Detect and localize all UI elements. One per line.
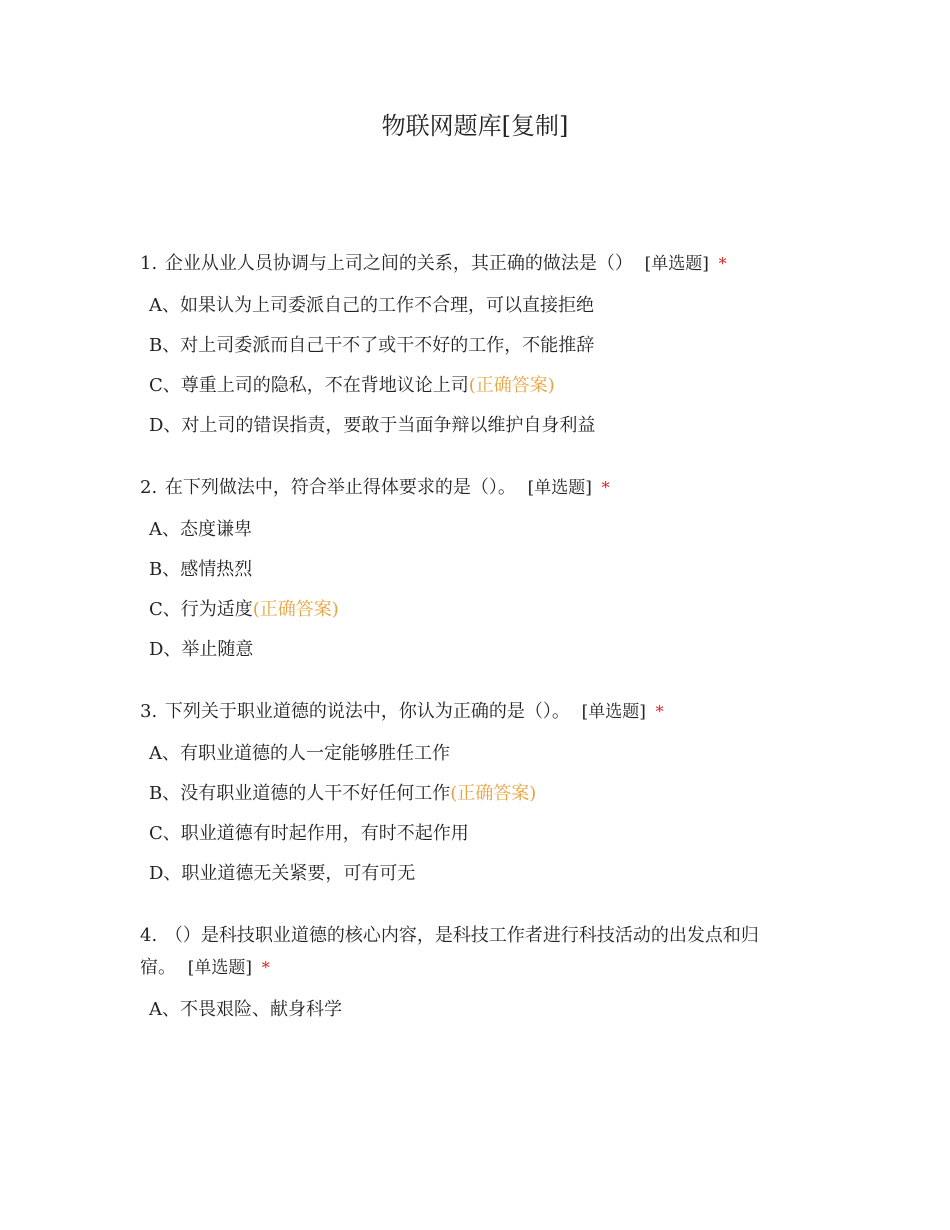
required-mark: * xyxy=(655,702,664,721)
option-c xyxy=(140,590,790,630)
option-label: B、感情热烈 xyxy=(149,559,253,580)
option-b xyxy=(140,774,790,814)
option-a xyxy=(140,510,790,550)
correct-answer-note: (正确答案) xyxy=(468,375,555,396)
question-text: 企业从业人员协调与上司之间的关系，其正确的做法是（） xyxy=(164,253,633,274)
question-stem xyxy=(140,920,790,984)
question-3 xyxy=(140,696,790,894)
option-a xyxy=(140,990,790,1030)
question-4 xyxy=(140,920,790,1030)
required-mark: * xyxy=(601,478,610,497)
option-label: A、如果认为上司委派自己的工作不合理，可以直接拒绝 xyxy=(149,295,594,316)
page-title: 物联网题库[复制] xyxy=(381,112,569,140)
correct-answer-note: (正确答案) xyxy=(252,599,339,620)
question-number: 2. xyxy=(140,477,158,498)
question-text: （）是科技职业道德的核心内容，是科技工作者进行科技活动的出发点和归宿。 xyxy=(140,925,759,978)
option-label: C、行为适度 xyxy=(149,599,253,620)
question-stem xyxy=(140,472,790,504)
option-a xyxy=(140,286,790,326)
required-mark: * xyxy=(261,958,270,977)
question-list xyxy=(140,248,790,1056)
question-2 xyxy=(140,472,790,670)
option-label: D、对上司的错误指责，要敢于当面争辩以维护自身利益 xyxy=(149,415,596,436)
option-d xyxy=(140,854,790,894)
question-text: 在下列做法中，符合举止得体要求的是（）。 xyxy=(164,477,516,498)
question-type: [单选题] xyxy=(644,254,709,274)
option-c xyxy=(140,366,790,406)
question-text: 下列关于职业道德的说法中，你认为正确的是（）。 xyxy=(164,701,570,722)
option-label: C、职业道德有时起作用，有时不起作用 xyxy=(149,823,469,844)
option-b xyxy=(140,550,790,590)
option-label: A、态度谦卑 xyxy=(149,519,252,540)
option-label: B、没有职业道德的人干不好任何工作 xyxy=(149,783,451,804)
question-number: 4. xyxy=(140,925,158,946)
option-d xyxy=(140,630,790,670)
option-label: A、不畏艰险、献身科学 xyxy=(149,999,342,1020)
option-c xyxy=(140,814,790,854)
option-label: D、举止随意 xyxy=(149,639,254,660)
question-1 xyxy=(140,248,790,446)
question-number: 3. xyxy=(140,701,158,722)
question-stem xyxy=(140,248,790,280)
question-stem xyxy=(140,696,790,728)
option-d xyxy=(140,406,790,446)
question-type: [单选题] xyxy=(527,478,592,498)
question-number: 1. xyxy=(140,253,158,274)
option-label: A、有职业道德的人一定能够胜任工作 xyxy=(149,743,450,764)
option-label: C、尊重上司的隐私，不在背地议论上司 xyxy=(149,375,469,396)
question-type: [单选题] xyxy=(581,702,646,722)
correct-answer-note: (正确答案) xyxy=(450,783,537,804)
option-a xyxy=(140,734,790,774)
required-mark: * xyxy=(718,254,727,273)
question-type: [单选题] xyxy=(187,958,252,978)
option-label: D、职业道德无关紧要，可有可无 xyxy=(149,863,416,884)
option-b xyxy=(140,326,790,366)
option-label: B、对上司委派而自己干不了或干不好的工作，不能推辞 xyxy=(149,335,595,356)
